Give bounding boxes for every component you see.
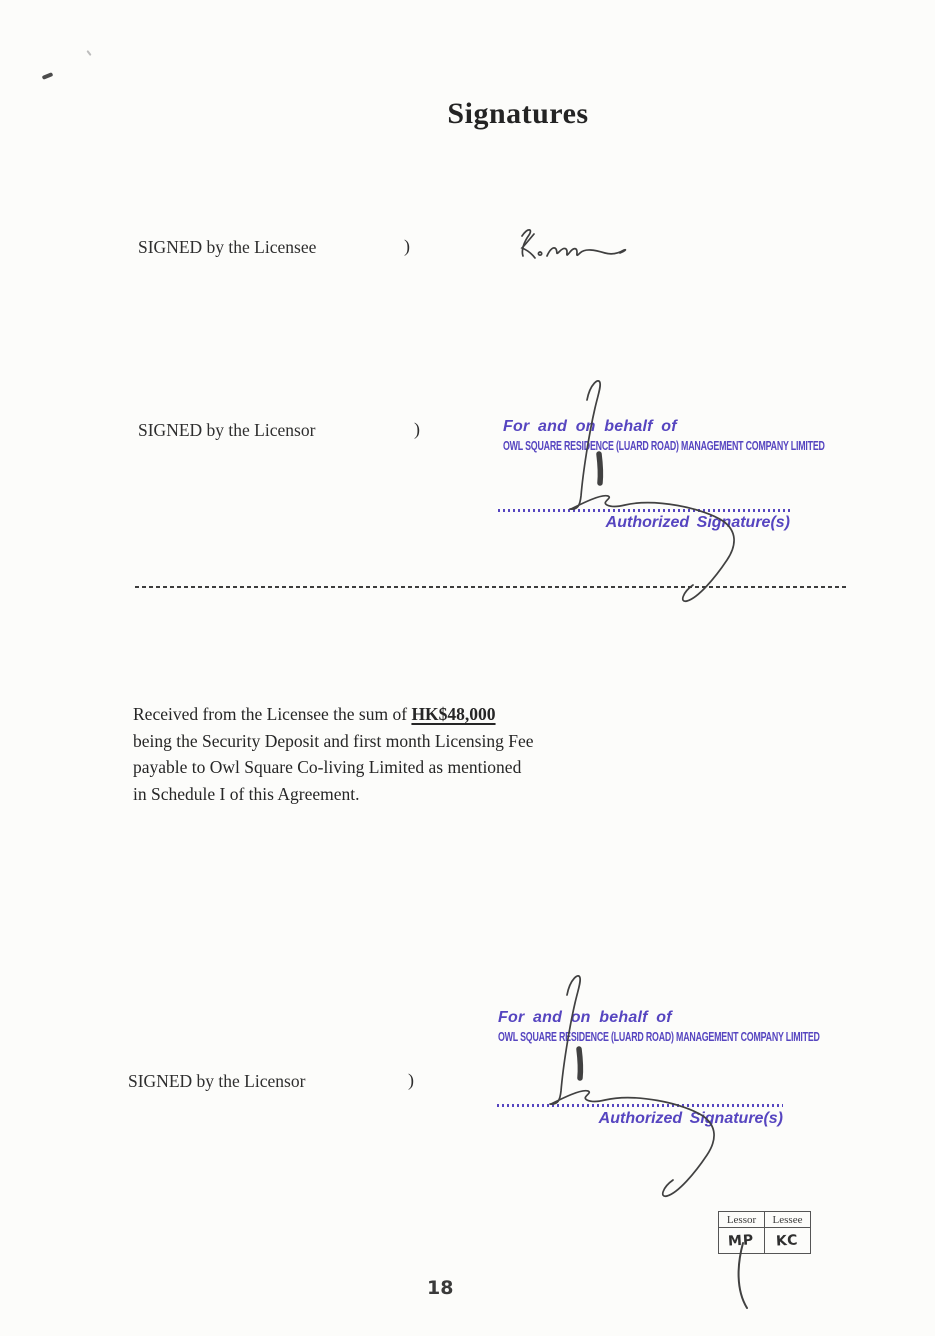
page-number: 18	[427, 1277, 454, 1299]
lessee-initials-cell	[765, 1228, 811, 1254]
scan-artifact-mark	[42, 72, 54, 80]
receipt-line-2: being the Security Deposit and first month Licensing Fee	[133, 730, 534, 751]
signed-by-licensor-label: SIGNED by the Licensor	[128, 1071, 306, 1091]
page-title: Signatures	[447, 97, 589, 130]
receipt-line-4: in Schedule I of this Agreement.	[133, 783, 360, 804]
signed-by-licensee-label: SIGNED by the Licensee	[138, 237, 317, 257]
stamp-behalf-text: For and on behalf of	[498, 1009, 672, 1026]
authorized-signature-label: Authorized Signature(s)	[598, 1110, 783, 1127]
licensee-bracket: )	[404, 236, 410, 256]
receipt-line-1	[133, 701, 533, 728]
receipt-line1-text: Received from the Licensee the sum of	[133, 704, 412, 724]
receipt-paragraph	[133, 701, 533, 807]
lessor-header-cell: Lessor	[719, 1212, 765, 1228]
licensor-bracket: )	[414, 419, 420, 439]
stamp-behalf-text: For and on behalf of	[503, 418, 677, 435]
licensor-signature	[515, 965, 735, 1215]
pen-stroke	[730, 1240, 766, 1316]
licensee-signature	[507, 221, 635, 269]
licensor-signature	[535, 370, 755, 620]
lessee-initials: KC	[775, 1231, 800, 1250]
section-divider	[135, 586, 846, 588]
authorized-signature-label: Authorized Signature(s)	[605, 514, 790, 531]
initials-table-header-row	[719, 1212, 811, 1228]
lessee-header-cell: Lessee	[765, 1212, 811, 1228]
stamp-company-name: OWL SQUARE RESIDENCE (LUARD ROAD) MANAGEMENT COMPANY LIMITED	[503, 438, 825, 453]
stamp-company-name: OWL SQUARE RESIDENCE (LUARD ROAD) MANAGEMENT COMPANY LIMITED	[498, 1029, 820, 1044]
lessor-initials: MP	[727, 1231, 755, 1250]
receipt-line-3: payable to Owl Square Co-living Limited as mentioned	[133, 757, 522, 777]
scan-artifact-mark	[86, 50, 91, 56]
licensor-bracket: )	[408, 1070, 414, 1090]
receipt-amount: HK$48,000	[411, 704, 496, 724]
signed-by-licensor-label: SIGNED by the Licensor	[138, 420, 316, 440]
